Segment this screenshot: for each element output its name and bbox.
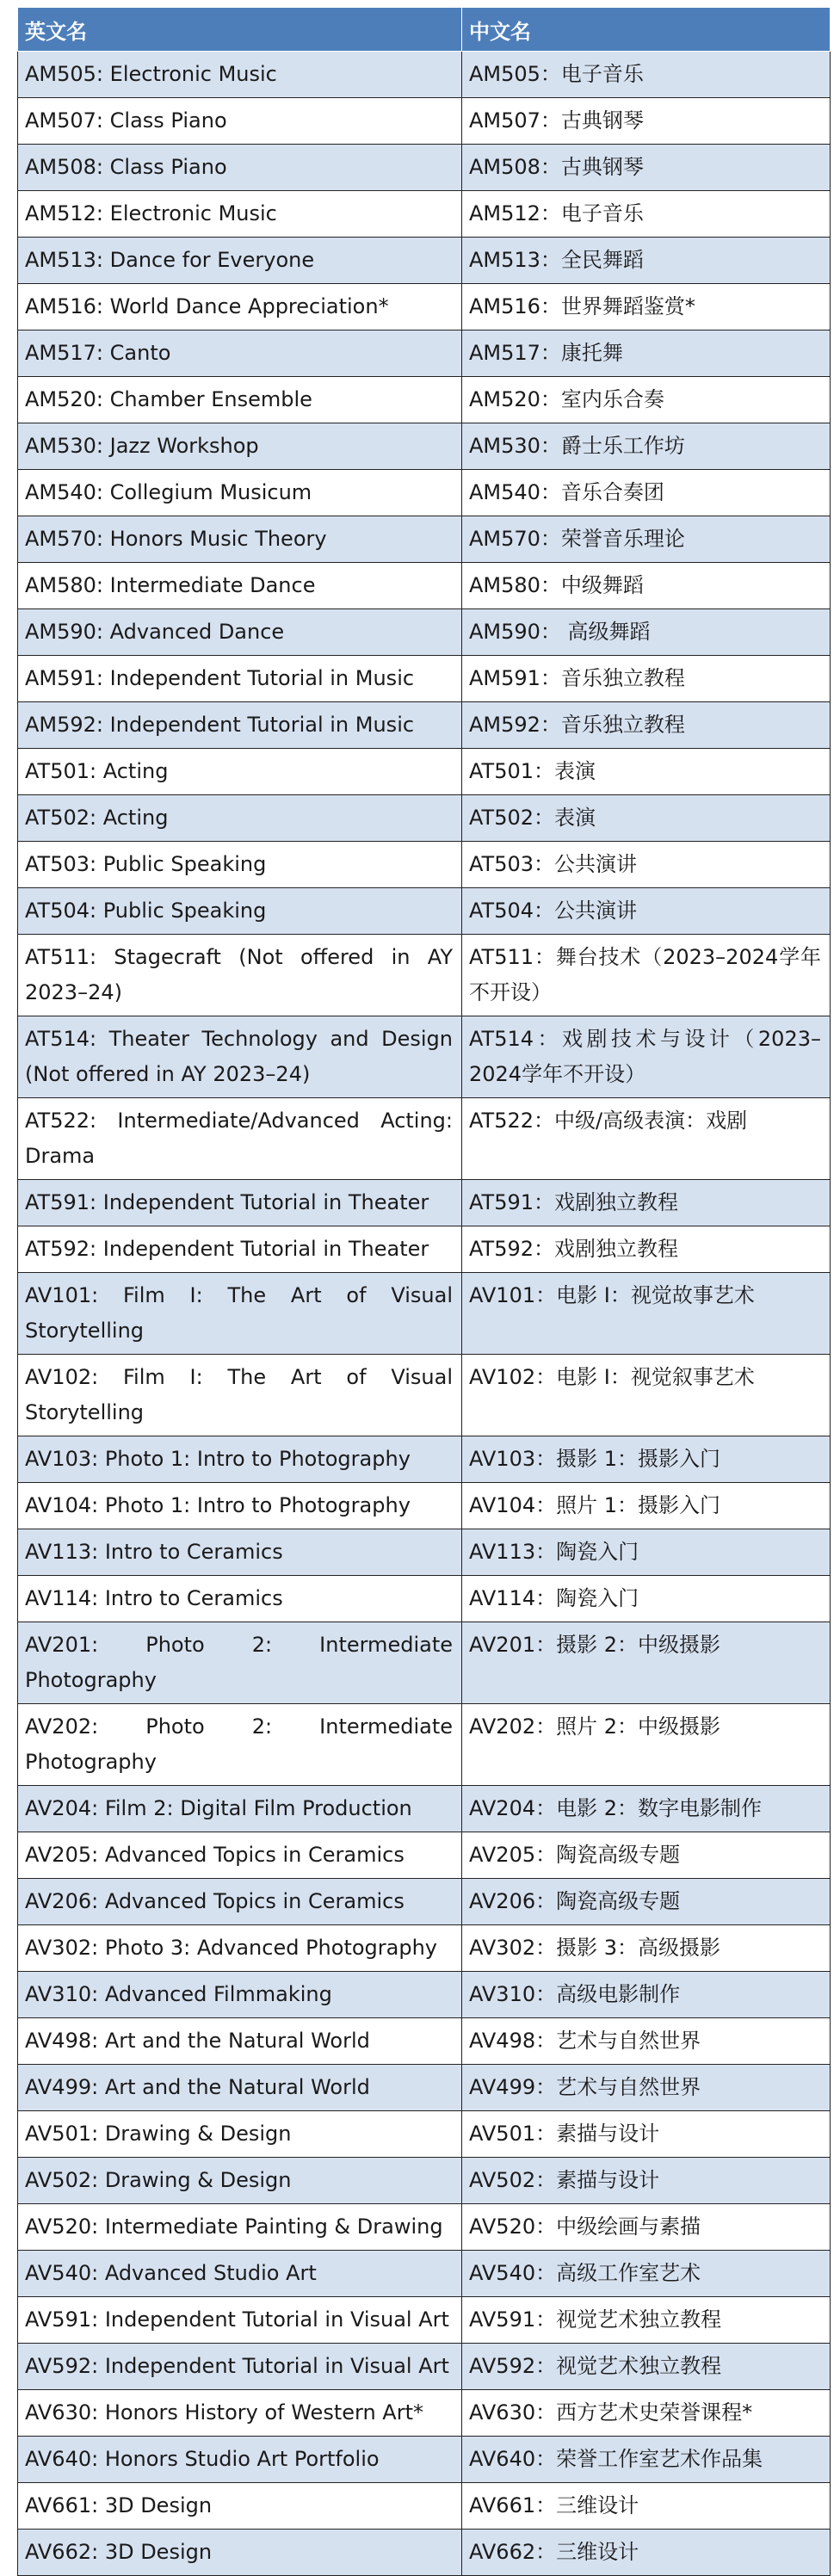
table-row: [18, 1098, 831, 1180]
table-row: [18, 377, 831, 423]
header-english-name: 英文名: [18, 8, 462, 52]
cell-english-name: AV520: Intermediate Painting & Drawing: [18, 2204, 462, 2251]
cell-english-name: AV104: Photo 1: Intro to Photography: [18, 1483, 462, 1529]
cell-chinese-name: AT592：戏剧独立教程: [462, 1226, 831, 1273]
table-row: [18, 656, 831, 702]
table-row: [18, 2158, 831, 2204]
table-row: [18, 516, 831, 563]
table-row: [18, 1355, 831, 1436]
cell-english-name: AV498: Art and the Natural World: [18, 2018, 462, 2065]
cell-english-name: AM520: Chamber Ensemble: [18, 377, 462, 423]
table-row: [18, 2204, 831, 2251]
table-row: [18, 1226, 831, 1273]
table-row: [18, 2530, 831, 2576]
cell-chinese-name: AV630：西方艺术史荣誉课程*: [462, 2390, 831, 2437]
cell-chinese-name: AV310：高级电影制作: [462, 1972, 831, 2018]
cell-english-name: AT501: Acting: [18, 749, 462, 795]
cell-chinese-name: AV592：视觉艺术独立教程: [462, 2344, 831, 2390]
cell-english-name: AM517: Canto: [18, 330, 462, 377]
cell-english-name: AM516: World Dance Appreciation*: [18, 284, 462, 330]
cell-chinese-name: AV591：视觉艺术独立教程: [462, 2297, 831, 2344]
cell-english-name: AV662: 3D Design: [18, 2530, 462, 2576]
cell-english-name: AT592: Independent Tutorial in Theater: [18, 1226, 462, 1273]
cell-english-name: AV640: Honors Studio Art Portfolio: [18, 2437, 462, 2483]
cell-chinese-name: AV101：电影 I：视觉故事艺术: [462, 1273, 831, 1355]
table-row: [18, 1832, 831, 1879]
cell-chinese-name: AM517：康托舞: [462, 330, 831, 377]
cell-chinese-name: AT501：表演: [462, 749, 831, 795]
table-row: [18, 2297, 831, 2344]
cell-chinese-name: AT511：舞台技术（2023–2024学年不开设）: [462, 935, 831, 1016]
cell-english-name: AT522: Intermediate/Advanced Acting: Drama: [18, 1098, 462, 1180]
cell-english-name: AV499: Art and the Natural World: [18, 2065, 462, 2111]
cell-english-name: AV103: Photo 1: Intro to Photography: [18, 1436, 462, 1483]
cell-chinese-name: AT504：公共演讲: [462, 888, 831, 935]
cell-chinese-name: AV302：摄影 3：高级摄影: [462, 1925, 831, 1972]
cell-english-name: AM530: Jazz Workshop: [18, 423, 462, 470]
cell-chinese-name: AV520：中级绘画与素描: [462, 2204, 831, 2251]
cell-chinese-name: AM512：电子音乐: [462, 191, 831, 238]
cell-chinese-name: AV640：荣誉工作室艺术作品集: [462, 2437, 831, 2483]
cell-chinese-name: AT514：戏剧技术与设计（2023–2024学年不开设）: [462, 1016, 831, 1098]
table-row: [18, 2483, 831, 2530]
cell-english-name: AT504: Public Speaking: [18, 888, 462, 935]
cell-chinese-name: AT522：中级/高级表演：戏剧: [462, 1098, 831, 1180]
cell-english-name: AV114: Intro to Ceramics: [18, 1576, 462, 1622]
table-row: [18, 238, 831, 284]
cell-english-name: AM512: Electronic Music: [18, 191, 462, 238]
cell-english-name: AM590: Advanced Dance: [18, 609, 462, 656]
table-row: [18, 423, 831, 470]
cell-english-name: AT511: Stagecraft (Not offered in AY 2023–24): [18, 935, 462, 1016]
table-body: [18, 52, 831, 2576]
cell-chinese-name: AV501：素描与设计: [462, 2111, 831, 2158]
cell-english-name: AV592: Independent Tutorial in Visual Art: [18, 2344, 462, 2390]
cell-english-name: AM507: Class Piano: [18, 98, 462, 145]
table-row: [18, 842, 831, 888]
cell-chinese-name: AM507：古典钢琴: [462, 98, 831, 145]
cell-chinese-name: AT503：公共演讲: [462, 842, 831, 888]
cell-chinese-name: AM505：电子音乐: [462, 52, 831, 98]
cell-english-name: AM591: Independent Tutorial in Music: [18, 656, 462, 702]
table-row: [18, 1786, 831, 1832]
cell-chinese-name: AV204：电影 2：数字电影制作: [462, 1786, 831, 1832]
table-row: [18, 2390, 831, 2437]
cell-chinese-name: AT502：表演: [462, 795, 831, 842]
cell-english-name: AT514: Theater Technology and Design (Not offered in AY 2023–24): [18, 1016, 462, 1098]
table-row: [18, 191, 831, 238]
cell-chinese-name: AM508：古典钢琴: [462, 145, 831, 191]
cell-chinese-name: AM580：中级舞蹈: [462, 563, 831, 609]
cell-english-name: AM513: Dance for Everyone: [18, 238, 462, 284]
table-row: [18, 702, 831, 749]
cell-english-name: AV206: Advanced Topics in Ceramics: [18, 1879, 462, 1925]
cell-chinese-name: AV104：照片 1：摄影入门: [462, 1483, 831, 1529]
table-row: [18, 935, 831, 1016]
table-row: [18, 1622, 831, 1704]
cell-english-name: AV204: Film 2: Digital Film Production: [18, 1786, 462, 1832]
table-row: [18, 330, 831, 377]
table-row: [18, 1879, 831, 1925]
cell-english-name: AV630: Honors History of Western Art*: [18, 2390, 462, 2437]
table-row: [18, 284, 831, 330]
table-row: [18, 2065, 831, 2111]
cell-english-name: AV113: Intro to Ceramics: [18, 1529, 462, 1576]
cell-english-name: AM592: Independent Tutorial in Music: [18, 702, 462, 749]
table-row: [18, 1016, 831, 1098]
cell-chinese-name: AV114：陶瓷入门: [462, 1576, 831, 1622]
cell-chinese-name: AV540：高级工作室艺术: [462, 2251, 831, 2297]
cell-english-name: AM570: Honors Music Theory: [18, 516, 462, 563]
table-row: [18, 1576, 831, 1622]
table-row: [18, 563, 831, 609]
table-row: [18, 1180, 831, 1226]
cell-chinese-name: AV661：三维设计: [462, 2483, 831, 2530]
table-row: [18, 749, 831, 795]
table-row: [18, 2437, 831, 2483]
cell-english-name: AV302: Photo 3: Advanced Photography: [18, 1925, 462, 1972]
table-row: [18, 98, 831, 145]
cell-english-name: AM540: Collegium Musicum: [18, 470, 462, 516]
table-row: [18, 795, 831, 842]
cell-english-name: AV502: Drawing & Design: [18, 2158, 462, 2204]
table-row: [18, 1483, 831, 1529]
table-row: [18, 1273, 831, 1355]
table-row: [18, 470, 831, 516]
table-row: [18, 1925, 831, 1972]
cell-chinese-name: AV205：陶瓷高级专题: [462, 1832, 831, 1879]
cell-chinese-name: AM540：音乐合奏团: [462, 470, 831, 516]
table-row: [18, 52, 831, 98]
cell-chinese-name: AM591：音乐独立教程: [462, 656, 831, 702]
cell-chinese-name: AM530：爵士乐工作坊: [462, 423, 831, 470]
cell-chinese-name: AM590： 高级舞蹈: [462, 609, 831, 656]
cell-english-name: AV202: Photo 2: Intermediate Photography: [18, 1704, 462, 1786]
cell-chinese-name: AV202：照片 2：中级摄影: [462, 1704, 831, 1786]
table-header: [18, 8, 831, 52]
cell-chinese-name: AV662：三维设计: [462, 2530, 831, 2576]
cell-english-name: AV591: Independent Tutorial in Visual Art: [18, 2297, 462, 2344]
cell-chinese-name: AM592：音乐独立教程: [462, 702, 831, 749]
cell-english-name: AV101: Film I: The Art of Visual Storytelling: [18, 1273, 462, 1355]
cell-english-name: AM508: Class Piano: [18, 145, 462, 191]
cell-english-name: AV540: Advanced Studio Art: [18, 2251, 462, 2297]
header-row: [18, 8, 831, 52]
cell-chinese-name: AV502：素描与设计: [462, 2158, 831, 2204]
cell-chinese-name: AT591：戏剧独立教程: [462, 1180, 831, 1226]
cell-chinese-name: AM513：全民舞蹈: [462, 238, 831, 284]
cell-chinese-name: AM570：荣誉音乐理论: [462, 516, 831, 563]
cell-english-name: AV661: 3D Design: [18, 2483, 462, 2530]
cell-chinese-name: AM520：室内乐合奏: [462, 377, 831, 423]
table-row: [18, 1436, 831, 1483]
course-name-table: [17, 7, 831, 2576]
table-row: [18, 888, 831, 935]
cell-chinese-name: AV201：摄影 2：中级摄影: [462, 1622, 831, 1704]
cell-english-name: AT503: Public Speaking: [18, 842, 462, 888]
table-row: [18, 609, 831, 656]
table-row: [18, 2111, 831, 2158]
cell-english-name: AM505: Electronic Music: [18, 52, 462, 98]
table-row: [18, 1529, 831, 1576]
cell-english-name: AT502: Acting: [18, 795, 462, 842]
table-row: [18, 2344, 831, 2390]
cell-english-name: AV201: Photo 2: Intermediate Photography: [18, 1622, 462, 1704]
header-chinese-name: 中文名: [462, 8, 831, 52]
table-row: [18, 1704, 831, 1786]
cell-chinese-name: AV103：摄影 1：摄影入门: [462, 1436, 831, 1483]
cell-english-name: AV501: Drawing & Design: [18, 2111, 462, 2158]
table-row: [18, 2018, 831, 2065]
cell-english-name: AM580: Intermediate Dance: [18, 563, 462, 609]
cell-chinese-name: AM516：世界舞蹈鉴赏*: [462, 284, 831, 330]
cell-english-name: AV102: Film I: The Art of Visual Storytelling: [18, 1355, 462, 1436]
cell-english-name: AV205: Advanced Topics in Ceramics: [18, 1832, 462, 1879]
cell-chinese-name: AV206：陶瓷高级专题: [462, 1879, 831, 1925]
cell-chinese-name: AV113：陶瓷入门: [462, 1529, 831, 1576]
table-row: [18, 145, 831, 191]
cell-chinese-name: AV102：电影 I：视觉叙事艺术: [462, 1355, 831, 1436]
cell-chinese-name: AV498：艺术与自然世界: [462, 2018, 831, 2065]
cell-english-name: AT591: Independent Tutorial in Theater: [18, 1180, 462, 1226]
cell-chinese-name: AV499：艺术与自然世界: [462, 2065, 831, 2111]
table-row: [18, 2251, 831, 2297]
cell-english-name: AV310: Advanced Filmmaking: [18, 1972, 462, 2018]
table-row: [18, 1972, 831, 2018]
